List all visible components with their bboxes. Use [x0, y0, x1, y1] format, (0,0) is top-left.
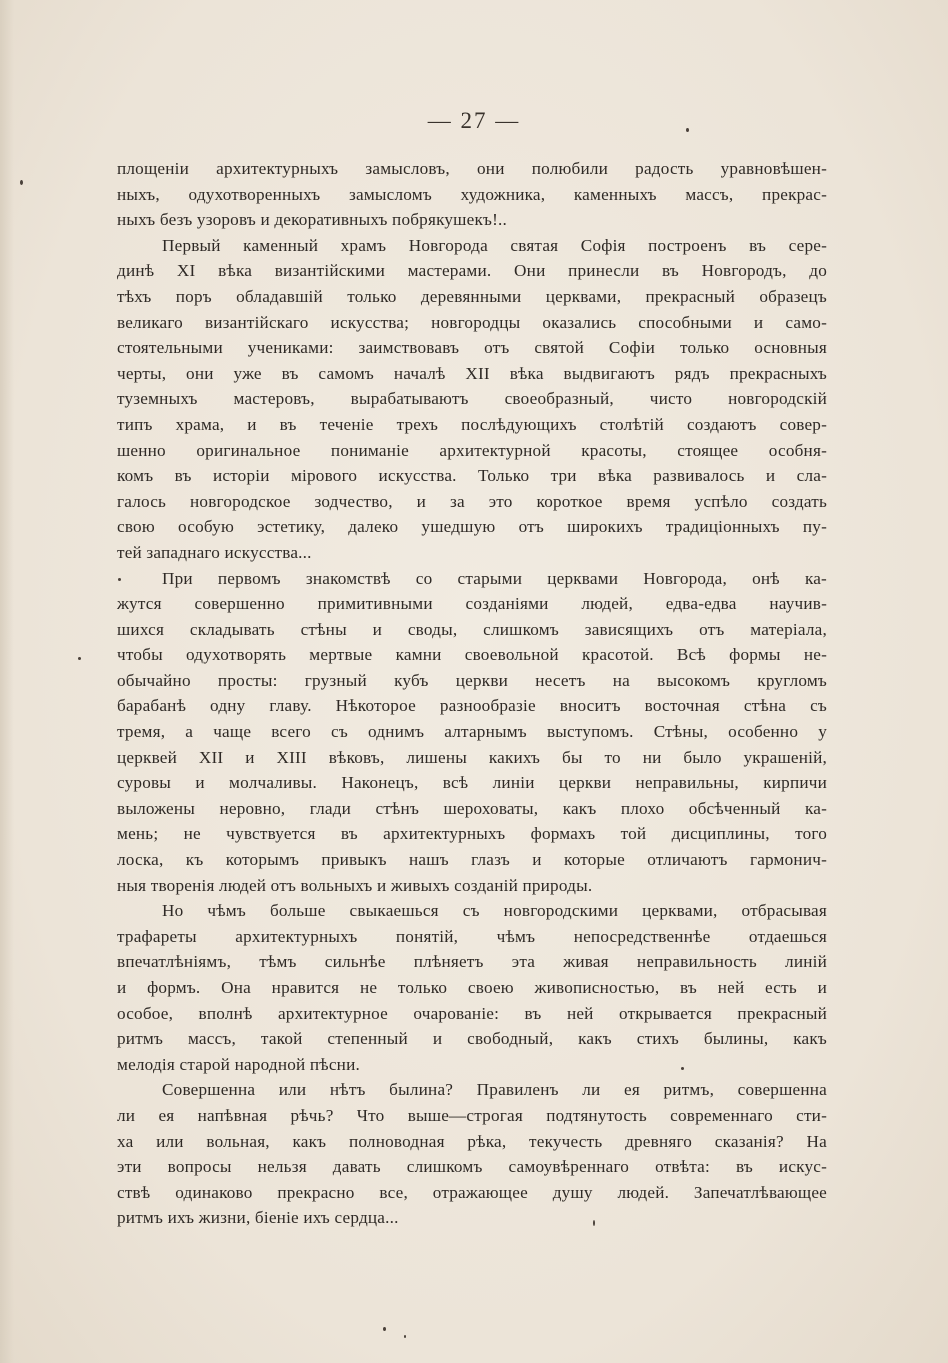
text-line: ствѣ одинаково прекрасно все, отражающее душу людей. Запечатлѣвающее [117, 1182, 827, 1202]
text-line: великаго византійскаго искусства; новгородцы оказались способными и само- [117, 312, 827, 332]
text-line: туземныхъ мастеровъ, вырабатываютъ своеобразный, чисто новгородскій [117, 389, 827, 409]
text-line: ныхъ безъ узоровъ и декоративныхъ побрякушекъ!.. [117, 210, 508, 230]
text-line: стоятельными учениками: заимствовавъ отъ святой Софіи только основныя [117, 338, 827, 358]
text-line: Первый каменный храмъ Новгорода святая Софія построенъ въ сере- [162, 235, 827, 255]
text-line: комъ въ исторіи мірового искусства. Только три вѣка развивалось и сла- [117, 466, 827, 486]
text-line: обычайно просты: грузный кубъ церкви несетъ на высокомъ кругломъ [117, 670, 827, 690]
text-line: динѣ XI вѣка византійскими мастерами. Они принесли въ Новгородъ, до [117, 261, 827, 281]
text-line: трафареты архитектурныхъ понятій, чѣмъ непосредственнѣе отдаешься [117, 926, 827, 946]
text-line: ритмъ массъ, такой степенный и свободный, какъ стихъ былины, какъ [117, 1029, 827, 1049]
text-line: мелодія старой народной пѣсни. [117, 1054, 360, 1074]
text-line: типъ храма, и въ теченіе трехъ послѣдующихъ столѣтій создаютъ совер- [117, 414, 827, 434]
text-line: чтобы одухотворять мертвые камни своевольной красотой. Всѣ формы не- [117, 645, 827, 665]
text-line: черты, они уже въ самомъ началѣ XII вѣка выдвигаютъ рядъ прекрасныхъ [117, 363, 827, 383]
text-line: шихся складывать стѣны и своды, слишкомъ зависящихъ отъ матеріала, [117, 619, 827, 639]
text-line: галось новгородское зодчество, и за это короткое время успѣло создать [117, 491, 827, 511]
text-line: свою особую эстетику, далеко ушедшую отъ широкихъ традиціонныхъ пу- [117, 517, 827, 537]
scan-speck [404, 1335, 406, 1338]
text-line: ха или вольная, какъ полноводная рѣка, текучесть древняго сказанія? На [117, 1131, 827, 1151]
scan-speck [383, 1327, 386, 1331]
text-line: шенно оригинальное пониманіе архитектурной красоты, стоящее особня- [117, 440, 827, 460]
text-line: ритмъ ихъ жизни, біеніе ихъ сердца... [117, 1208, 399, 1228]
scan-speck [681, 1067, 684, 1070]
scan-speck [118, 578, 121, 581]
text-line: и формъ. Она нравится не только своею живописностью, въ ней есть и [117, 978, 827, 997]
text-line: выложены неровно, глади стѣнъ шероховаты, какъ плохо обсѣченный ка- [117, 798, 827, 818]
text-line: барабанѣ одну главу. Нѣкоторое разнообразіе вноситъ восточная стѣна съ [117, 696, 827, 716]
text-line: тей западнаго искусства... [117, 542, 312, 562]
text-line: эти вопросы нельзя давать слишкомъ самоувѣреннаго отвѣта: въ искус- [117, 1157, 827, 1177]
page-number: — 27 — [427, 108, 521, 133]
text-line: особое, вполнѣ архитектурное очарованіе: въ ней открывается прекрасный [117, 1003, 827, 1023]
text-line: впечатлѣніямъ, тѣмъ сильнѣе плѣняетъ эта живая неправильность линій [117, 952, 827, 972]
body-text [117, 156, 827, 1231]
text-line: церквей XII и XIII вѣковъ, лишены какихъ бы то ни было украшеній, [117, 747, 827, 767]
text-line: тремя, а чаще всего съ однимъ алтарнымъ выступомъ. Стѣны, особенно у [117, 722, 827, 742]
text-line: ныхъ, одухотворенныхъ замысломъ художника, каменныхъ массъ, прекрас- [117, 184, 827, 204]
scan-speck [593, 1220, 595, 1226]
text-line: жутся совершенно примитивными созданіями людей, едва-едва научив- [117, 594, 827, 614]
text-line: Совершенна или нѣтъ былина? Правиленъ ли ея ритмъ, совершенна [162, 1080, 827, 1100]
page-edge-shadow [0, 0, 14, 1363]
scan-speck [20, 180, 23, 185]
text-line: суровы и молчаливы. Наконецъ, всѣ линіи церкви неправильны, кирпичи [117, 773, 827, 793]
text-line: При первомъ знакомствѣ со старыми церквами Новгорода, онѣ ка- [162, 568, 827, 588]
text-line: ныя творенія людей отъ вольныхъ и живыхъ созданій природы. [117, 875, 593, 895]
scan-speck [686, 128, 689, 132]
text-line: лоска, къ которымъ привыкъ нашъ глазъ и которые отличаютъ гармонич- [117, 850, 827, 870]
text-line: Но чѣмъ больше свыкаешься съ новгородскими церквами, отбрасывая [162, 901, 827, 921]
text-line: тѣхъ поръ обладавшій только деревянными церквами, прекрасный образецъ [117, 286, 827, 306]
text-line: мень; не чувствуется въ архитектурныхъ формахъ той дисциплины, того [117, 824, 827, 844]
text-line: площеніи архитектурныхъ замысловъ, они полюбили радость уравновѣшен- [117, 159, 827, 178]
scan-speck [78, 657, 81, 660]
text-line: ли ея напѣвная рѣчь? Что выше—строгая подтянутость современнаго сти- [117, 1105, 827, 1125]
